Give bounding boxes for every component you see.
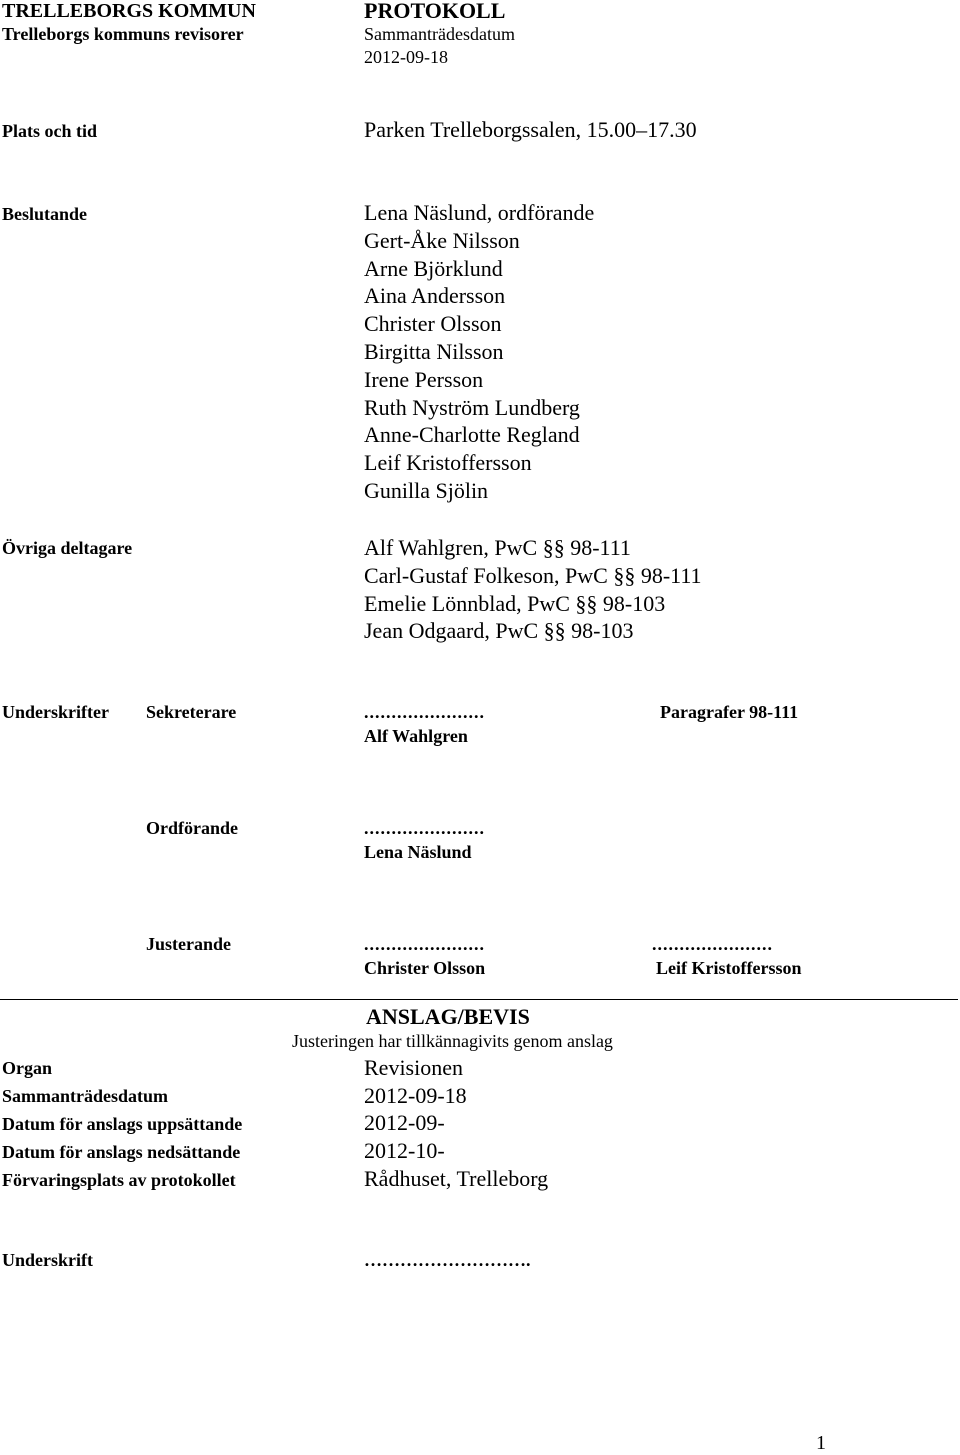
signature-label: Underskrift	[2, 1250, 93, 1270]
list-item: Ruth Nyström Lundberg	[364, 394, 580, 420]
paragraphs-label: Paragrafer 98-111	[660, 702, 799, 722]
deciding-members-list	[364, 199, 594, 505]
adjuster1-signature-line: ......................	[364, 934, 485, 954]
date-value: 2012-09-18	[364, 47, 448, 67]
list-item: Christer Olsson	[364, 311, 502, 337]
list-item: Leif Kristoffersson	[364, 450, 532, 476]
notice-row-value: 2012-10-	[364, 1138, 445, 1163]
list-item: Arne Björklund	[364, 255, 503, 281]
list-item: Anne-Charlotte Regland	[364, 422, 580, 448]
notice-row-label: Förvaringsplats av protokollet	[2, 1170, 236, 1190]
list-item: Gert-Åke Nilsson	[364, 227, 520, 253]
secretary-signature-line: ......................	[364, 702, 485, 722]
notice-row-label: Sammanträdesdatum	[2, 1086, 169, 1106]
deciding-label: Beslutande	[2, 204, 88, 224]
others-label: Övriga deltagare	[2, 538, 133, 558]
secretary-label: Sekreterare	[146, 702, 237, 722]
list-item: Emelie Lönnblad, PwC §§ 98-103	[364, 590, 666, 616]
section-divider	[0, 999, 958, 1000]
adjuster2-name: Leif Kristoffersson	[656, 958, 802, 978]
notice-row-value: Rådhuset, Trelleborg	[364, 1166, 549, 1191]
chair-label: Ordförande	[146, 818, 238, 838]
list-item: Lena Näslund, ordförande	[364, 200, 595, 225]
chair-signature-line: ......................	[364, 818, 485, 838]
org-name: TRELLEBORGS KOMMUN	[2, 0, 256, 22]
notice-row-label: Datum för anslags uppsättande	[2, 1114, 243, 1134]
place-value: Parken Trelleborgssalen, 15.00–17.30	[364, 117, 697, 142]
adjuster1-name: Christer Olsson	[364, 958, 486, 978]
notice-row-value: 2012-09-18	[364, 1083, 467, 1108]
list-item: Irene Persson	[364, 366, 484, 392]
date-label: Sammanträdesdatum	[364, 24, 515, 44]
list-item: Jean Odgaard, PwC §§ 98-103	[364, 618, 634, 644]
notice-row-value: 2012-09-	[364, 1110, 445, 1135]
org-subtitle: Trelleborgs kommuns revisorer	[2, 24, 244, 44]
adjuster2-signature-line: ......................	[652, 934, 773, 954]
adjuster-label: Justerande	[146, 934, 231, 954]
place-label: Plats och tid	[2, 121, 98, 141]
list-item: Gunilla Sjölin	[364, 477, 489, 503]
notice-subtitle: Justeringen har tillkännagivits genom anslag	[292, 1031, 613, 1051]
notice-row-value: Revisionen	[364, 1055, 463, 1080]
list-item: Carl-Gustaf Folkeson, PwC §§ 98-111	[364, 562, 702, 588]
document-type: PROTOKOLL	[364, 0, 506, 23]
signature-line: ……………………….	[364, 1250, 531, 1270]
secretary-name: Alf Wahlgren	[364, 726, 468, 746]
notice-row-label: Organ	[2, 1058, 53, 1078]
others-members-list	[364, 534, 702, 645]
list-item: Aina Andersson	[364, 283, 506, 309]
page-number: 1	[816, 1432, 826, 1454]
notice-title: ANSLAG/BEVIS	[366, 1004, 530, 1029]
notice-row-label: Datum för anslags nedsättande	[2, 1142, 241, 1162]
list-item: Birgitta Nilsson	[364, 338, 504, 364]
chair-name: Lena Näslund	[364, 842, 472, 862]
signatures-label: Underskrifter	[2, 702, 109, 722]
list-item: Alf Wahlgren, PwC §§ 98-111	[364, 535, 631, 560]
